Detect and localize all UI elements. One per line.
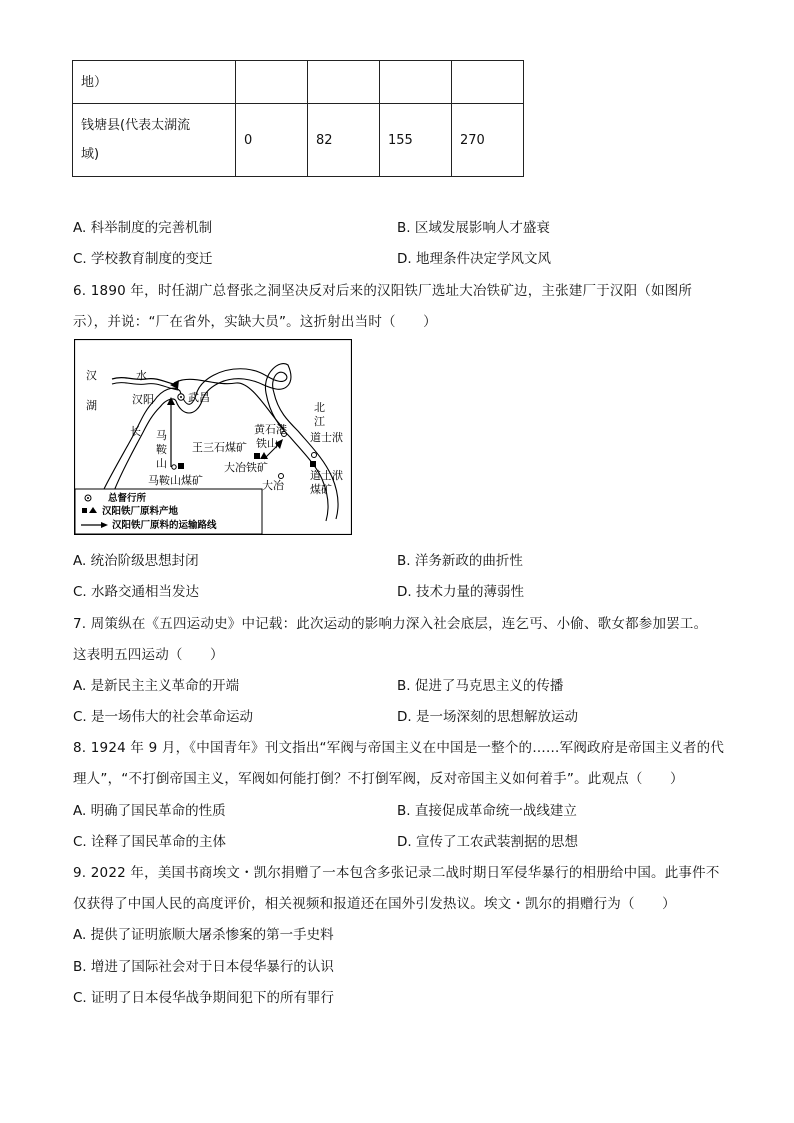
map-label: 鞍 <box>156 443 167 456</box>
map-label: 道士洑 <box>310 469 343 482</box>
table-cell: 270 <box>452 104 524 177</box>
legend-item: 总督行所 <box>108 493 147 504</box>
table-row <box>73 61 524 104</box>
q7-option-d[interactable]: D. 是一场深刻的思想解放运动 <box>397 709 578 725</box>
q8-option-b[interactable]: B. 直接促成革命统一战线建立 <box>397 803 577 819</box>
table-cell: 82 <box>308 104 380 177</box>
q6-stem-line: 6. 1890 年，时任湖广总督张之洞坚决反对后来的汉阳铁厂选址大冶铁矿边，主张建厂于汉阳（如图所 <box>73 283 693 299</box>
map-label: 武昌 <box>188 391 210 404</box>
legend-item: 汉阳铁厂原料产地 <box>102 506 179 517</box>
q5-option-a[interactable]: A. 科举制度的完善机制 <box>73 220 213 236</box>
map-label: 汉阳 <box>132 393 154 406</box>
q8-option-a[interactable]: A. 明确了国民革命的性质 <box>73 803 226 819</box>
cell-label-line: 地） <box>81 74 108 90</box>
map-label: 江 <box>314 415 325 428</box>
map-label: 大冶铁矿 <box>224 461 268 474</box>
table-cell <box>380 61 452 104</box>
q9-stem-line: 仅获得了中国人民的高度评价，相关视频和报道还在国外引发热议。埃文・凯尔的捐赠行为（ ） <box>73 896 676 912</box>
map-label: 王三石煤矿 <box>192 441 247 454</box>
square-marker-icon <box>82 508 87 513</box>
q6-option-b[interactable]: B. 洋务新政的曲折性 <box>397 553 523 569</box>
map-label: 湖 <box>86 399 97 412</box>
q8-option-c[interactable]: C. 诠释了国民革命的主体 <box>73 834 227 850</box>
q9-option-c[interactable]: C. 证明了日本侵华战争期间犯下的所有罪行 <box>73 990 335 1006</box>
cell-label-line: 钱塘县(代表太湖流 <box>81 118 191 133</box>
cell-label-line: 域) <box>81 147 100 162</box>
q9-option-b[interactable]: B. 增进了国际社会对于日本侵华暴行的认识 <box>73 959 334 975</box>
table-cell-label <box>73 61 236 104</box>
q8-stem-line: 8. 1924 年 9 月，《中国青年》刊文指出“军阀与帝国主义在中国是一整个的……军阀政府是帝国主义者的代 <box>73 740 725 756</box>
table-cell: 0 <box>236 104 308 177</box>
q8-stem-line: 理人”，“不打倒帝国主义，军阀如何能打倒？不打倒军阀，反对帝国主义如何着手”。此观点（ ） <box>73 771 684 787</box>
q6-stem-line: 示），并说：“厂在省外，实缺大员”。这折射出当时（ ） <box>73 314 437 330</box>
map-label: 煤矿 <box>310 483 332 496</box>
map-label: 水 <box>136 369 147 382</box>
q6-option-d[interactable]: D. 技术力量的薄弱性 <box>397 584 524 600</box>
map-label: 道士洑 <box>310 431 343 444</box>
q8-option-d[interactable]: D. 宣传了工农武装割据的思想 <box>397 834 578 850</box>
map-label: 马鞍山煤矿 <box>148 474 203 487</box>
q6-option-c[interactable]: C. 水路交通相当发达 <box>73 584 200 600</box>
map-label: 山 <box>156 457 167 470</box>
hanyang-map <box>74 339 352 535</box>
map-label: 长 <box>130 425 141 438</box>
map-label: 汉 <box>86 369 97 382</box>
map-label: 黄石港 <box>254 423 287 436</box>
table-row <box>73 104 524 177</box>
q9-option-a[interactable]: A. 提供了证明旅顺大屠杀惨案的第一手史料 <box>73 927 334 943</box>
q7-option-a[interactable]: A. 是新民主主义革命的开端 <box>73 678 240 694</box>
table-cell <box>236 61 308 104</box>
map-label: 马 <box>156 429 167 442</box>
data-table <box>72 60 524 177</box>
map-label: 铁山 <box>256 437 278 450</box>
q5-option-b[interactable]: B. 区域发展影响人才盛衰 <box>397 220 550 236</box>
q7-stem-line: 7. 周策纵在《五四运动史》中记载：此次运动的影响力深入社会底层，连乞丐、小偷、歌女都参加罢工。 <box>73 616 708 632</box>
q5-option-d[interactable]: D. 地理条件决定学风文风 <box>397 251 551 267</box>
table-cell: 155 <box>380 104 452 177</box>
q7-stem-line: 这表明五四运动（ ） <box>73 647 224 663</box>
q9-stem-line: 9. 2022 年，美国书商埃文・凯尔捐赠了一本包含多张记录二战时期日军侵华暴行的相册给中国。此事件不 <box>73 865 720 881</box>
legend-item: 汉阳铁厂原料的运输路线 <box>112 520 217 531</box>
map-label: 大冶 <box>262 479 284 492</box>
table-cell-label <box>73 104 236 177</box>
table-cell <box>308 61 380 104</box>
q7-option-b[interactable]: B. 促进了马克思主义的传播 <box>397 678 564 694</box>
q7-option-c[interactable]: C. 是一场伟大的社会革命运动 <box>73 709 254 725</box>
table-cell <box>452 61 524 104</box>
q5-option-c[interactable]: C. 学校教育制度的变迁 <box>73 251 213 267</box>
q6-option-a[interactable]: A. 统治阶级思想封闭 <box>73 553 199 569</box>
map-label: 北 <box>314 401 325 414</box>
